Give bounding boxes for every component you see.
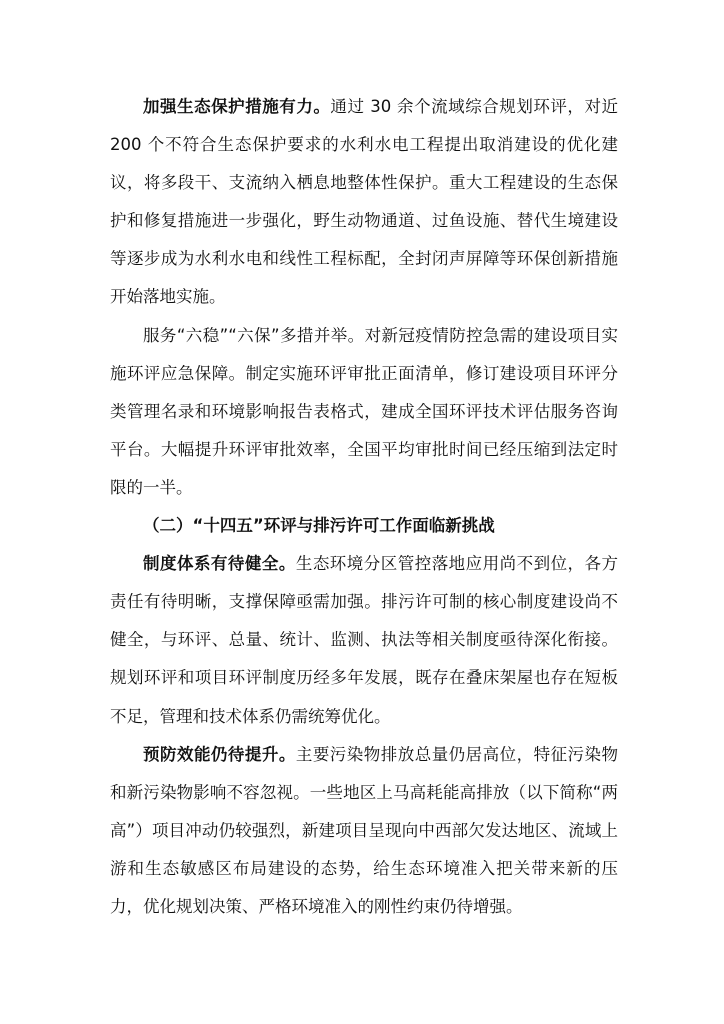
paragraph-prevention-efficacy <box>110 736 618 926</box>
paragraph-ecological-protection <box>110 88 618 317</box>
paragraph-text: 生态环境分区管控落地应用尚不到位，各方责任有待明晰，支撑保障亟需加强。排污许可制的核心制度建设尚不健全，与环评、总量、统计、监测、执法等相关制度亟待深化衔接。规划环评和项目环评制度历经多年发展，既存在叠床架屋也存在短板不足，管理和技术体系仍需统筹优化。 <box>110 554 619 726</box>
paragraph-lead: 制度体系有待健全。 <box>143 554 296 574</box>
paragraph-text: 对新冠疫情防控急需的建设项目实施环评应急保障。制定实施环评审批正面清单，修订建设项目环评分类管理名录和环境影响报告表格式，建成全国环评技术评估服务咨询平台。大幅提升环评审批效率，全国平均审批时间已经压缩到法定时限的一半。 <box>110 325 618 497</box>
section-heading: （二）“十四五”环评与排污许可工作面临新挑战 <box>143 516 495 536</box>
paragraph-lead: 加强生态保护措施有力。 <box>143 97 331 116</box>
paragraph-text: 主要污染物排放总量仍居高位，特征污染物和新污染物影响不容忽视。一些地区上马高耗能高排放（以下简称“两高”）项目冲动仍较强烈，新建项目呈现向中西部欠发达地区、流域上游和生态敏感区布局建设的态势，给生态环境准入把关带来新的压力，优化规划决策、严格环境准入的刚性约束仍待增强。 <box>110 744 619 916</box>
paragraph-text: 通过 30 余个流域综合规划环评，对近 200 个不符合生态保护要求的水利水电工程提出取消建设的优化建议，将多段干、支流纳入栖息地整体性保护。重大工程建设的生态保护和修复措施进一步强化，野生动物通道、过鱼设施、替代生境建设等逐步成为水利水电和线性工程标配，全封闭声屏障等环保创新措施开始落地实施。 <box>110 97 618 307</box>
document-body <box>110 88 618 926</box>
paragraph-institutional-system <box>110 545 618 735</box>
paragraph-six-stability <box>110 317 618 507</box>
paragraph-lead: 服务“六稳”“六保”多措并举。 <box>143 325 365 345</box>
paragraph-lead: 预防效能仍待提升。 <box>143 744 296 764</box>
